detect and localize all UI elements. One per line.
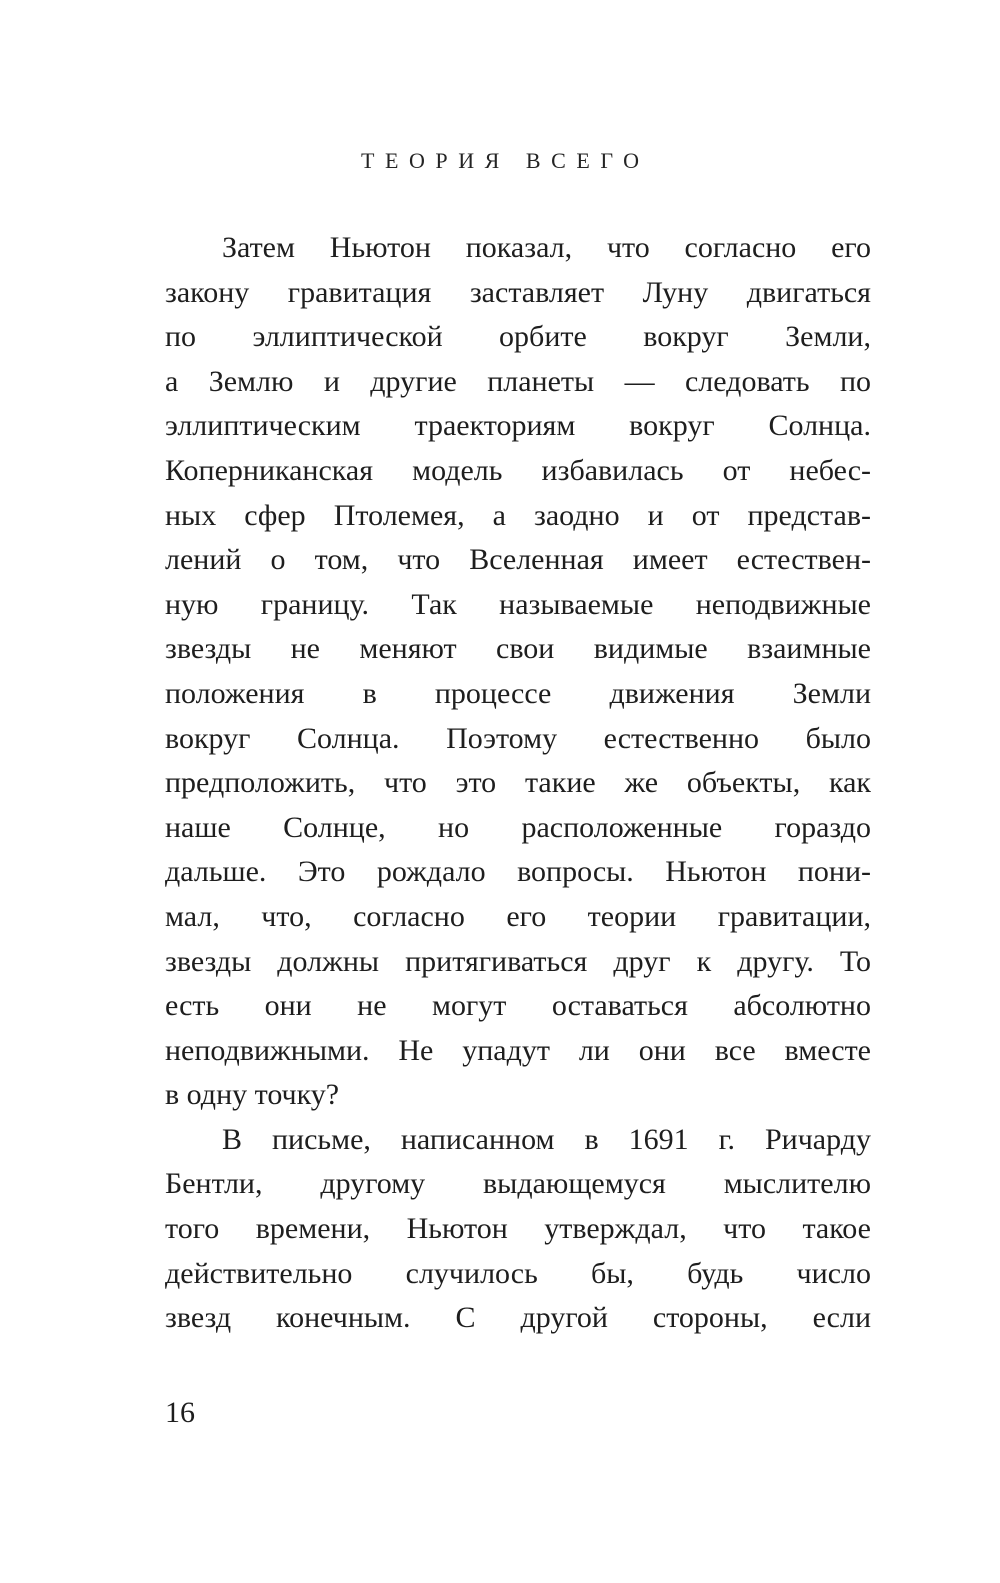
- paragraph: [165, 1118, 871, 1341]
- text-line: закону гравитация заставляет Луну двигаться: [165, 275, 871, 309]
- text-line: Коперниканская модель избавилась от небес-: [165, 453, 871, 487]
- text-line: Бентли, другому выдающемуся мыслителю: [165, 1167, 871, 1201]
- text-line: В письме, написанном в 1691 г. Ричарду: [222, 1122, 871, 1156]
- text-line: ную границу. Так называемые неподвижные: [165, 587, 871, 621]
- text-line: по эллиптической орбите вокруг Земли,: [165, 320, 871, 354]
- body-text: [165, 226, 871, 1341]
- text-line: в одну точку?: [165, 1078, 340, 1112]
- text-line: вокруг Солнца. Поэтому естественно было: [165, 721, 871, 755]
- text-line: мал, что, согласно его теории гравитации,: [165, 899, 871, 933]
- text-line: неподвижными. Не упадут ли они все вместе: [165, 1033, 871, 1067]
- text-line: положения в процессе движения Земли: [165, 676, 871, 710]
- text-line: звезды не меняют свои видимые взаимные: [165, 632, 871, 666]
- text-line: а Землю и другие планеты — следовать по: [165, 364, 871, 398]
- text-line: звезд конечным. С другой стороны, если: [165, 1301, 871, 1335]
- text-line: наше Солнце, но расположенные гораздо: [165, 810, 871, 844]
- text-line: эллиптическим траекториям вокруг Солнца.: [165, 409, 871, 443]
- text-line: Затем Ньютон показал, что согласно его: [222, 231, 871, 264]
- text-line: дальше. Это рождало вопросы. Ньютон пони-: [165, 855, 871, 889]
- text-line: того времени, Ньютон утверждал, что такое: [165, 1212, 871, 1246]
- text-line: есть они не могут оставаться абсолютно: [165, 989, 871, 1023]
- paragraph: [165, 226, 871, 1118]
- page-number: 16: [165, 1396, 195, 1429]
- text-line: звезды должны притягиваться друг к другу. То: [165, 944, 871, 978]
- text-line: лений о том, что Вселенная имеет естествен-: [165, 543, 871, 577]
- text-line: ных сфер Птолемея, а заодно и от представ-: [165, 498, 871, 532]
- text-line: действительно случилось бы, будь число: [165, 1256, 871, 1290]
- running-head: ТЕОРИЯ ВСЕГО: [360, 148, 650, 173]
- text-line: предположить, что это такие же объекты, как: [165, 766, 871, 800]
